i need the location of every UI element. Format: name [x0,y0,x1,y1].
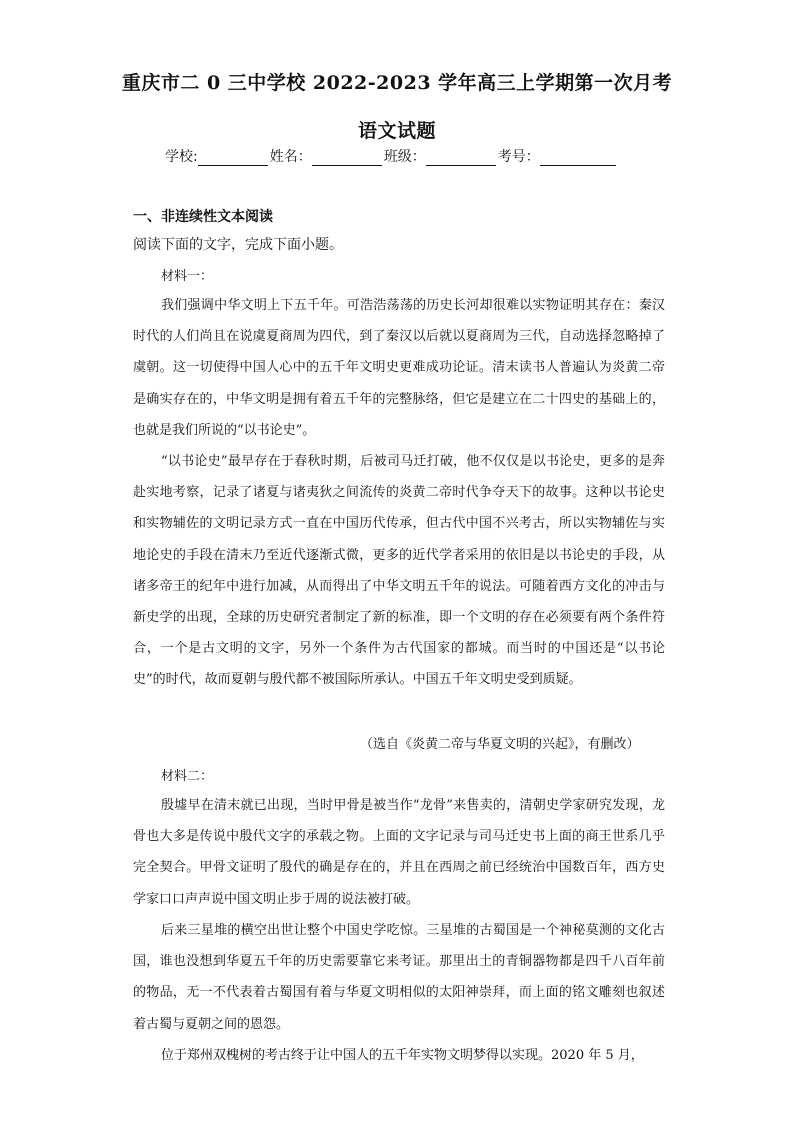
name-blank[interactable] [312,151,382,166]
material-1-paragraph-1: 我们强调中华文明上下五千年。可浩浩荡荡的历史长河却很难以实物证明其存在：秦汉时代的人们尚且在说虞夏商周为四代，到了秦汉以后就以夏商周为三代，自动选择忽略掉了虞朝。这一切使得中国人心中的五千年文明史更难成功论证。清末读书人普遍认为炎黄二帝是确实存在的，中华文明是拥有着五千年的完整脉络，但它是建立在二十四史的基础上的，也就是我们所说的“以书论史”。 [133,298,665,438]
number-blank[interactable] [540,151,616,166]
material-2-paragraph-2: 后来三星堆的横空出世让整个中国史学吃惊。三星堆的古蜀国是一个神秘莫测的文化古国，谁也没想到华夏五千年的历史需要靠它来考证。那里出土的青铜器物都是四千八百年前的物品，无一不代表着古蜀国有着与华夏文明相似的太阳神崇拜，而上面的铭文雕刻也叙述着古蜀与夏朝之间的恩怨。 [133,923,665,1032]
material-1-label: 材料一： [161,269,214,284]
material-2-paragraph-3: 位于郑州双槐树的考古终于让中国人的五千年实物文明梦得以实现。2020 年 5 月， [161,1048,644,1063]
name-label: 姓名： [269,149,312,165]
school-label: 学校: [165,149,198,165]
class-label: 班级： [383,149,426,165]
school-blank[interactable] [198,151,268,166]
exam-title: 重庆市二 0 三中学校 2022-2023 学年高三上学期第一次月考 [121,72,673,94]
number-label: 考号： [497,149,540,165]
section-heading: 一、非连续性文本阅读 [133,209,273,225]
exam-subject: 语文试题 [357,120,436,142]
class-blank[interactable] [426,151,496,166]
material-1-paragraph-2: “以书论史”最早存在于春秋时期，后被司马迁打破，他不仅仅是以书论史，更多的是奔赴实地考察，记录了诸夏与诸夷狄之间流传的炎黄二帝时代争夺天下的故事。这种以书论史和实物辅佐的文明记录方式一直在中国历代传承，但古代中国不兴考古，所以实物辅佐与实地论史的手段在清末乃至近代逐渐式微，更多的近代学者采用的依旧是以书论史的手段，从诸多帝王的纪年中进行加减，从而得出了中华文明五千年的说法。可随着西方文化的冲击与新史学的出现，全球的历史研究者制定了新的标准，即一个文明的存在必须要有两个条件符合，一个是古文明的文字，另外一个条件为古代国家的都城。而当时的中国还是“以书论史”的时代，故而夏朝与殷代都不被国际所承认。中国五千年文明史受到质疑。 [133,454,665,688]
material-2-label: 材料二： [161,769,214,784]
material-2-paragraph-1: 殷墟早在清末就已出现，当时甲骨是被当作“龙骨”来售卖的，清朝史学家研究发现，龙骨也大多是传说中殷代文字的承载之物。上面的文字记录与司马迁史书上面的商王世系几乎完全契合。甲骨文证明了殷代的确是存在的，并且在西周之前已经统治中国数百年，西方史学家口口声声说中国文明止步于周的说法被打破。 [133,798,665,907]
student-info-line [165,146,618,166]
material-1-source: （选自《炎黄二帝与华夏文明的兴起》，有删改） [360,737,640,752]
section-instruction: 阅读下面的文字，完成下面小题。 [133,237,343,253]
